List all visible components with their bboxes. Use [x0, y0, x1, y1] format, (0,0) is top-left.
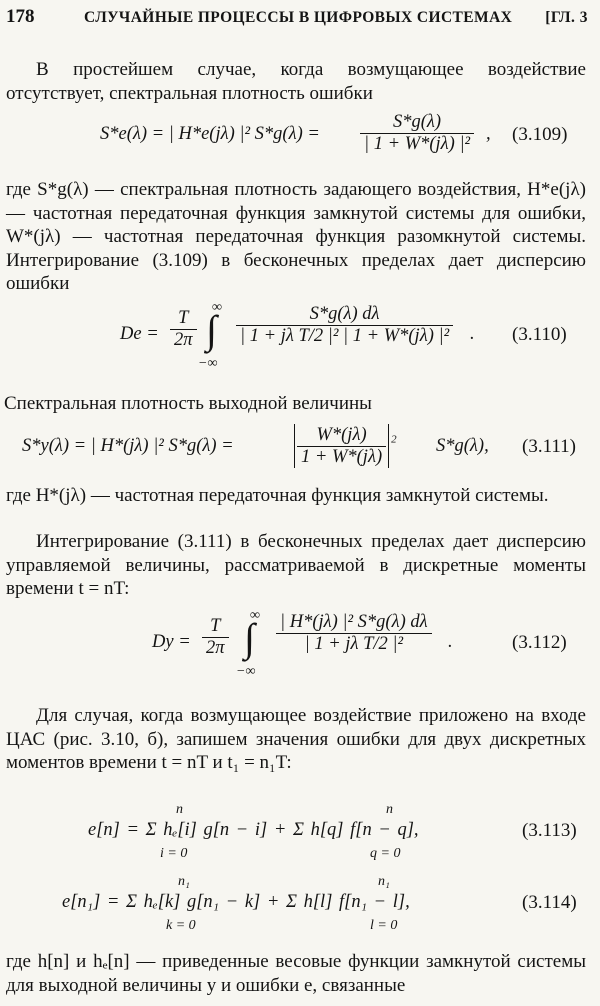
eq112-coefficient: [202, 616, 229, 659]
eq113-lower-1: i = 0: [160, 846, 188, 861]
eq112-coef-num: T: [210, 616, 221, 636]
paragraph-3: Спектральная плотность выходной величины: [4, 393, 372, 414]
eq113-lower-2: q = 0: [370, 846, 401, 861]
eq109-denominator: | 1 + W*(jλ) |²: [360, 133, 474, 155]
eq112-tail: .: [448, 632, 453, 652]
eq113-label: (3.113): [522, 820, 577, 841]
page-number: 178: [6, 6, 35, 27]
eq109-tail: ,: [486, 124, 491, 144]
eq112-numerator: | H*(jλ) |² S*g(λ) dλ: [280, 612, 428, 632]
eq110-fraction: [236, 304, 453, 347]
eq111-label: (3.111): [522, 436, 576, 457]
chapter-label: [ГЛ. 3: [545, 9, 588, 26]
eq109-numerator: S*g(λ): [393, 112, 442, 132]
eq113-upper-1: n: [176, 802, 183, 817]
eq109-fraction: [360, 112, 474, 155]
eq114-upper-1: n₁: [178, 874, 190, 889]
eq110-label: (3.110): [512, 324, 567, 345]
eq110-coef-num: T: [178, 308, 189, 328]
eq114-lower-2: l = 0: [370, 918, 398, 933]
equation-3-113: [0, 802, 600, 864]
eq110-lhs: De =: [120, 324, 159, 344]
eq109-label: (3.109): [512, 124, 568, 145]
eq112-lhs: Dy =: [152, 632, 191, 652]
equation-3-111: S*y(λ) = | H*(jλ) |² S*g(λ) = $\frac{W*(j\lambda)}{1 + W*(j\lambda)}$ $^2$ S*g(λ), (3.111): [22, 424, 576, 467]
equation-3-110: [0, 300, 600, 384]
eq114-upper-2: n₁: [378, 874, 390, 889]
eq112-lower-limit: −∞: [236, 664, 256, 679]
running-title: СЛУЧАЙНЫЕ ПРОЦЕССЫ В ЦИФРОВЫХ СИСТЕМАХ: [84, 9, 513, 26]
eq112-denominator: | 1 + jλ T/2 |²: [276, 633, 432, 655]
eq112-integral-sign: ∫: [244, 615, 255, 660]
eq110-tail: .: [470, 324, 475, 344]
eq111-numerator: W*(jλ): [316, 424, 367, 445]
eq110-denominator: | 1 + jλ T/2 |² | 1 + W*(jλ) |²: [236, 325, 453, 347]
equation-3-112: [0, 608, 600, 692]
eq110-coef-den: 2π: [170, 329, 197, 351]
eq110-coefficient: [170, 308, 197, 351]
eq111-lhs: S*y(λ) = | H*(jλ) |² S*g(λ) =: [22, 436, 234, 456]
eq110-upper-limit: ∞: [212, 300, 222, 315]
eq113-body: e[n] = Σ hₑ[i] g[n − i] + Σ h[q] f[n − q],: [88, 820, 419, 840]
paragraph-1: В простейшем случае, когда возмущающее воздействие отсутствует, спектральная плотность ошибки: [6, 59, 586, 104]
eq109-frac: [360, 112, 474, 155]
eq112-label: (3.112): [512, 632, 567, 653]
eq112-coef-den: 2π: [202, 637, 229, 659]
equation-3-109: [0, 112, 600, 164]
eq114-body: e[n₁] = Σ hₑ[k] g[n₁ − k] + Σ h[l] f[n₁ − l],: [62, 892, 410, 912]
eq114-label: (3.114): [522, 892, 577, 913]
paragraph-6: Для случая, когда возмущающее воздействие приложено на входе ЦАС (рис. 3.10, б), запишем значения ошибки для двух дискретных моментов времени t = nT и t₁ = n₁T:: [6, 705, 586, 773]
paragraph-7: где h[n] и hₑ[n] — приведенные весовые функции замкнутой системы для выходной величины y и ошибки e, связанные: [6, 951, 586, 996]
eq110-integral-sign: ∫: [206, 307, 217, 352]
eq110-numerator: S*g(λ) dλ: [309, 304, 380, 324]
eq110-lower-limit: −∞: [198, 356, 218, 371]
eq112-upper-limit: ∞: [250, 608, 260, 623]
eq112-fraction: [276, 612, 432, 655]
eq109-lhs: S*e(λ) = | H*e(jλ) |² S*g(λ) =: [100, 124, 320, 144]
eq111-tail: S*g(λ),: [436, 436, 489, 456]
paragraph-5: Интегрирование (3.111) в бесконечных пределах дает дисперсию управляемой величины, рассматриваемой в дискретные моменты времени t = nT:: [6, 531, 586, 599]
eq114-lower-1: k = 0: [166, 918, 196, 933]
page-header: [6, 6, 588, 30]
eq111-fraction: [297, 425, 386, 468]
paragraph-2: где S*g(λ) — спектральная плотность задающего воздействия, H*e(jλ) — частотная передаточная функция замкнутой системы для ошибки, W*(jλ) — частотная передаточная функция разомкнутой системы. Интегрирование (3.109) в бесконечных пределах дает дисперсию ошибки: [6, 179, 586, 294]
eq113-upper-2: n: [386, 802, 393, 817]
equation-3-114: [0, 874, 600, 936]
eq111-denominator: 1 + W*(jλ): [297, 446, 386, 468]
paragraph-4: где H*(jλ) — частотная передаточная функция замкнутой системы.: [6, 485, 549, 506]
